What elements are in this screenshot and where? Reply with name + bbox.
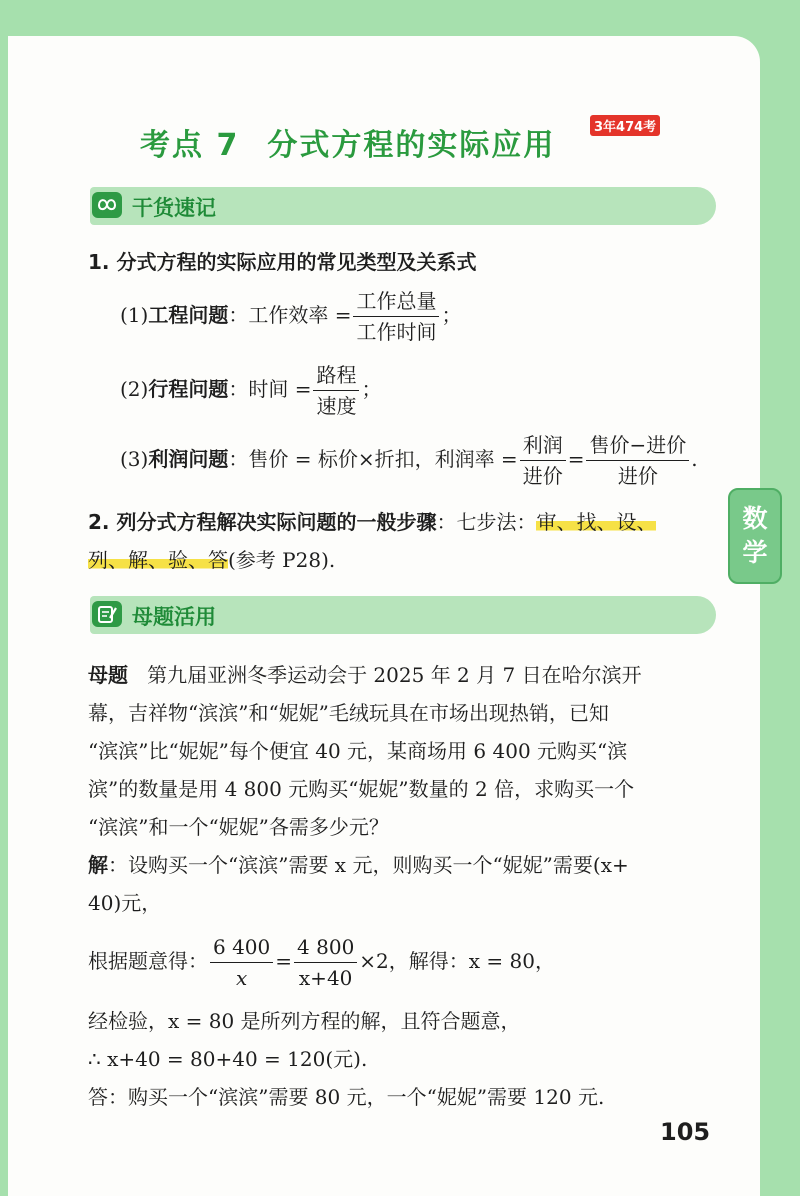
answer-line: 答：购买一个“滨滨”需要 80 元，一个“妮妮”需要 120 元. bbox=[88, 1085, 605, 1109]
fraction bbox=[586, 432, 689, 489]
page-number: 105 bbox=[660, 1118, 711, 1146]
conclusion-block bbox=[88, 1002, 724, 1116]
item2-title: 2. 列分式方程解决实际问题的一般步骤 bbox=[88, 510, 437, 534]
leaf-icon bbox=[92, 192, 122, 218]
section-heading: 干货速记 bbox=[132, 196, 216, 220]
subject-tab-char-1: 数 bbox=[742, 504, 768, 533]
type-tail: . bbox=[691, 447, 698, 471]
title-prefix: 考点 7 bbox=[140, 128, 240, 163]
type-text: ：售价 = 标价×折扣，利润率 = bbox=[228, 447, 518, 471]
type-name: 利润问题 bbox=[148, 447, 229, 471]
solution-label: 解 bbox=[88, 853, 108, 877]
fraction-denominator: x+40 bbox=[298, 966, 353, 990]
exam-frequency-badge: 3年474考 bbox=[590, 115, 660, 136]
fraction bbox=[313, 362, 359, 419]
fraction-denominator: 进价 bbox=[617, 464, 658, 488]
variable-x: x bbox=[235, 966, 248, 990]
fraction-numerator: 6 400 bbox=[210, 934, 273, 963]
problem-block bbox=[88, 656, 724, 922]
section-banner-notes bbox=[90, 187, 716, 225]
solution-text: ：设购买一个“滨滨”需要 x 元，则购买一个“妮妮”需要(x+ bbox=[108, 853, 629, 877]
equation-suffix: ×2，解得：x = 80， bbox=[359, 949, 555, 973]
problem-line bbox=[88, 656, 724, 694]
equation-line: 根据题意得： $\frac{6 400}{x}$ = $\frac{4 800}{x+40}$ ×2，解得：x = 80， bbox=[88, 935, 555, 990]
type-text: ：时间 = bbox=[228, 377, 312, 401]
fraction-numerator: 利润 bbox=[520, 432, 566, 461]
problem-line: “滨滨”比“妮妮”每个便宜 40 元，某商场用 6 400 元购买“滨 bbox=[88, 739, 628, 763]
notepad-icon bbox=[92, 601, 122, 627]
section-banner-practice bbox=[90, 596, 716, 634]
page-title bbox=[140, 120, 555, 164]
type-number: (3) bbox=[120, 447, 149, 471]
type-number: (2) bbox=[120, 377, 149, 401]
therefore-line: ∴ x+40 = 80+40 = 120(元). bbox=[88, 1047, 368, 1071]
subject-tab-char-2: 学 bbox=[742, 538, 768, 567]
item1-title: 1. 分式方程的实际应用的常见类型及关系式 bbox=[88, 250, 477, 274]
fraction-numerator: 路程 bbox=[313, 362, 359, 391]
type-row-engineering bbox=[120, 288, 461, 345]
type-name: 行程问题 bbox=[148, 377, 229, 401]
fraction bbox=[353, 288, 439, 345]
fraction bbox=[294, 934, 357, 991]
fraction-denominator bbox=[233, 963, 250, 991]
problem-label: 母题 bbox=[88, 663, 128, 687]
problem-line: “滨滨”和一个“妮妮”各需多少元？ bbox=[88, 815, 389, 839]
fraction-numerator: 4 800 bbox=[294, 934, 357, 963]
highlighted-steps: 列、解、验、答 bbox=[88, 548, 228, 572]
fraction-numerator: 工作总量 bbox=[353, 288, 439, 317]
subject-tab[interactable] bbox=[728, 488, 782, 584]
fraction-denominator: 速度 bbox=[316, 394, 357, 418]
solution-line bbox=[88, 846, 724, 884]
item2-text: ：七步法： bbox=[436, 510, 537, 534]
problem-text: 第九届亚洲冬季运动会于 2025 年 2 月 7 日在哈尔滨开 bbox=[147, 663, 642, 687]
item2-line1 bbox=[88, 506, 656, 535]
highlighted-steps: 审、找、设、 bbox=[536, 510, 657, 534]
fraction bbox=[520, 432, 566, 489]
type-row-profit bbox=[120, 432, 698, 489]
solution-line: 40)元， bbox=[88, 891, 162, 915]
problem-line: 幕，吉祥物“滨滨”和“妮妮”毛绒玩具在市场出现热销，已知 bbox=[88, 701, 609, 725]
type-text: ：工作效率 = bbox=[228, 303, 352, 327]
equals-sign: = bbox=[567, 447, 585, 471]
page-reference: (参考 P28). bbox=[228, 548, 336, 572]
problem-line: 滨”的数量是用 4 800 元购买“妮妮”数量的 2 倍，求购买一个 bbox=[88, 777, 635, 801]
fraction-numerator: 售价−进价 bbox=[586, 432, 689, 461]
fraction-denominator: 进价 bbox=[522, 464, 563, 488]
type-name: 工程问题 bbox=[148, 303, 229, 327]
type-row-travel bbox=[120, 362, 381, 419]
section-heading: 母题活用 bbox=[132, 605, 216, 629]
type-number: (1) bbox=[120, 303, 149, 327]
check-line: 经检验，x = 80 是所列方程的解，且符合题意， bbox=[88, 1009, 521, 1033]
item2-line2 bbox=[88, 544, 335, 573]
type-tail: ； bbox=[361, 377, 382, 401]
type-tail: ； bbox=[441, 303, 462, 327]
fraction-denominator: 工作时间 bbox=[356, 320, 437, 344]
fraction bbox=[210, 934, 273, 991]
equation-prefix: 根据题意得： bbox=[88, 949, 208, 973]
title-main: 分式方程的实际应用 bbox=[267, 128, 556, 163]
